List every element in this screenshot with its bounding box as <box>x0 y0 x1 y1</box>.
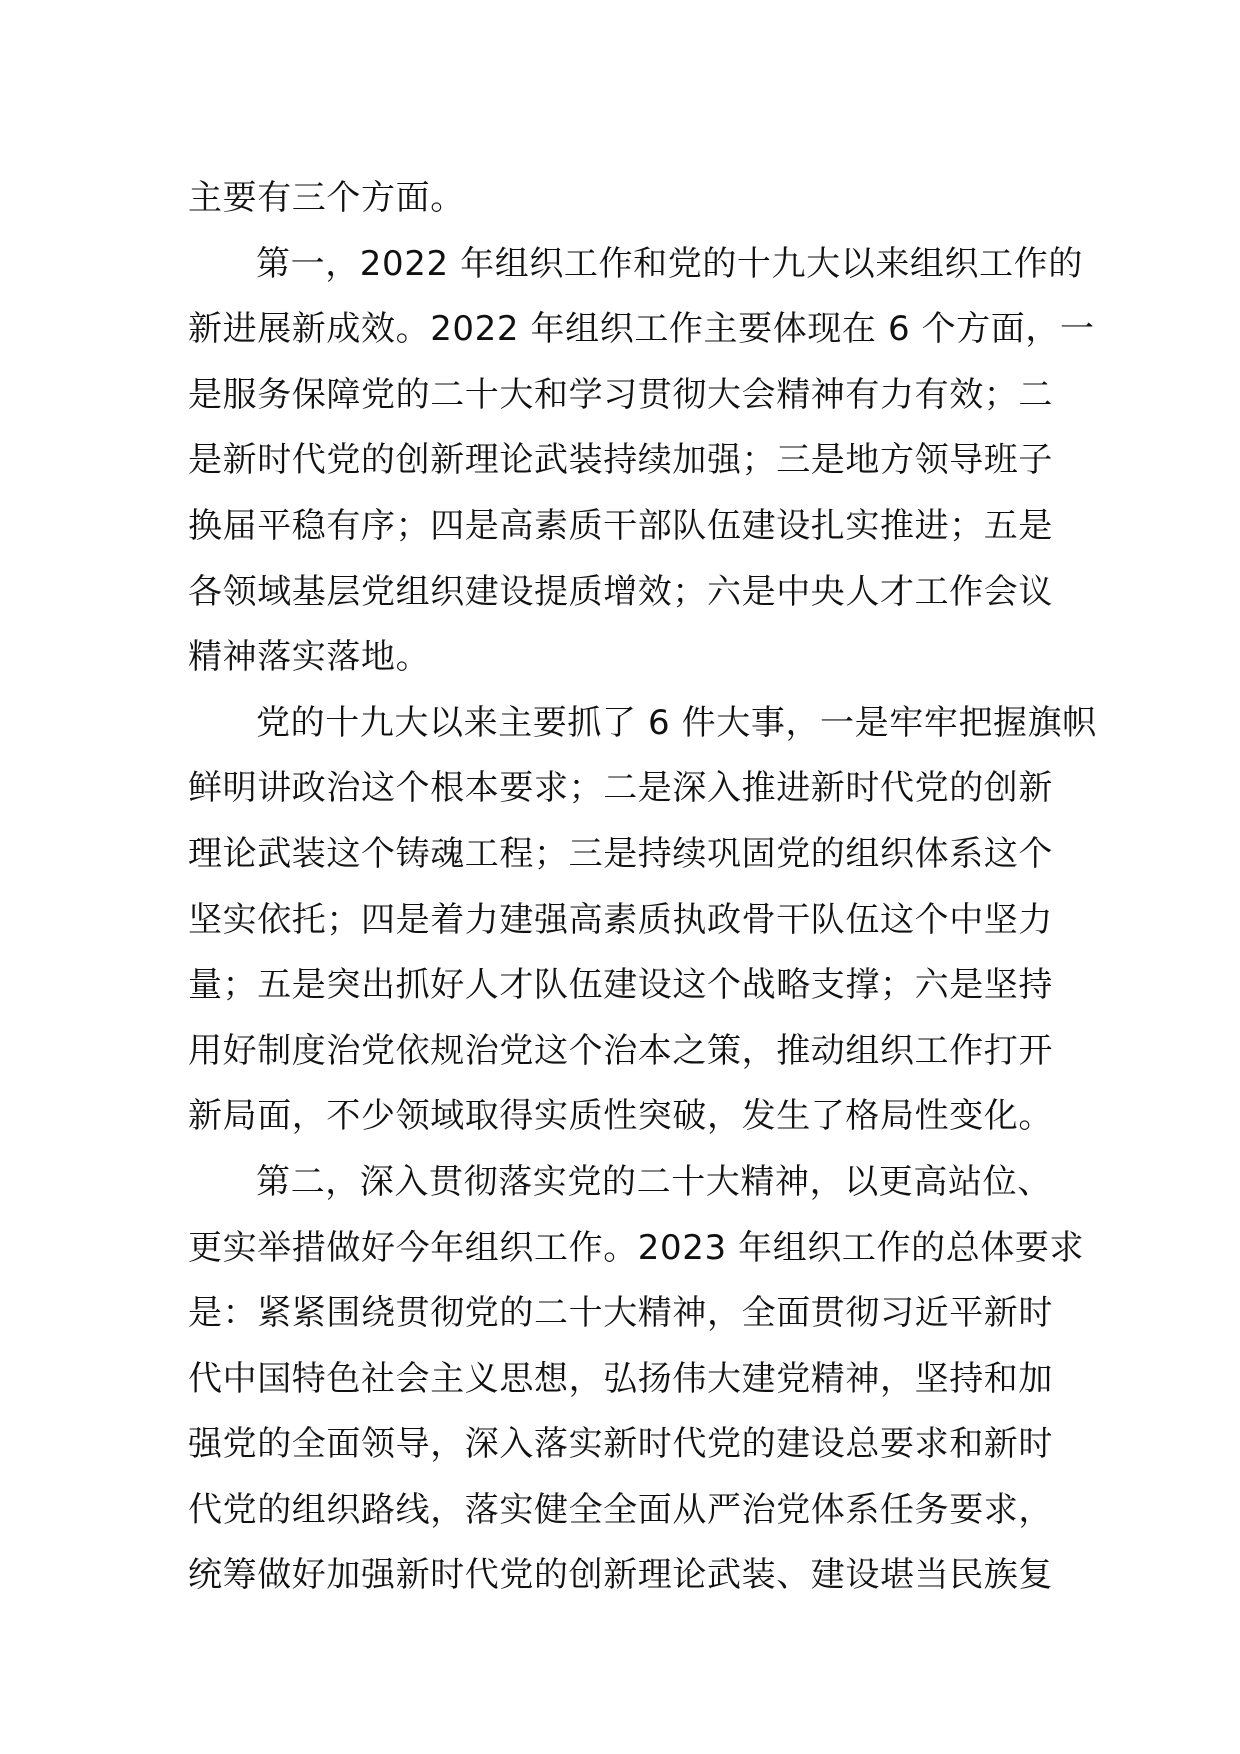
text-line: 各领域基层党组织建设提质增效；六是中央人才工作会议 <box>188 571 1053 612</box>
text-line: 主要有三个方面。 <box>188 178 465 218</box>
text-line: 新进展新成效。2022 年组织工作主要体现在 6 个方面，一 <box>188 309 1095 350</box>
paragraph-first-line: 党的十九大以来主要抓了 6 件大事，一是牢牢把握旗帜 <box>256 702 1097 743</box>
text-line: 精神落实落地。 <box>188 637 431 678</box>
text-line: 是：紧紧围绕贯彻党的二十大精神，全面贯彻习近平新时 <box>188 1293 1053 1334</box>
text-line: 是服务保障党的二十大和学习贯彻大会精神有力有效；二 <box>188 374 1053 415</box>
text-line: 是新时代党的创新理论武装持续加强；三是地方领导班子 <box>188 440 1053 481</box>
text-line: 换届平稳有序；四是高素质干部队伍建设扎实推进；五是 <box>188 505 1053 546</box>
text-line: 统筹做好加强新时代党的创新理论武装、建设堪当民族复 <box>188 1555 1053 1596</box>
text-line: 鲜明讲政治这个根本要求；二是深入推进新时代党的创新 <box>188 768 1053 809</box>
text-line: 理论武装这个铸魂工程；三是持续巩固党的组织体系这个 <box>188 833 1053 874</box>
paragraph-first-line: 第一，2022 年组织工作和党的十九大以来组织工作的 <box>256 243 1083 284</box>
text-line: 代党的组织路线，落实健全全面从严治党体系任务要求， <box>188 1489 1053 1530</box>
document-body <box>188 166 1097 1609</box>
text-line: 强党的全面领导，深入落实新时代党的建设总要求和新时 <box>188 1424 1053 1465</box>
text-line: 坚实依托；四是着力建强高素质执政骨干队伍这个中坚力 <box>188 899 1053 940</box>
text-line: 量；五是突出抓好人才队伍建设这个战略支撑；六是坚持 <box>188 965 1053 1006</box>
text-line: 更实举措做好今年组织工作。2023 年组织工作的总体要求 <box>188 1227 1085 1268</box>
text-line: 用好制度治党依规治党这个治本之策，推动组织工作打开 <box>188 1030 1053 1071</box>
paragraph-first-line: 第二，深入贯彻落实党的二十大精神，以更高站位、 <box>256 1161 1052 1202</box>
text-line: 代中国特色社会主义思想，弘扬伟大建党精神，坚持和加 <box>188 1358 1053 1399</box>
text-line: 新局面，不少领域取得实质性突破，发生了格局性变化。 <box>188 1096 1053 1137</box>
